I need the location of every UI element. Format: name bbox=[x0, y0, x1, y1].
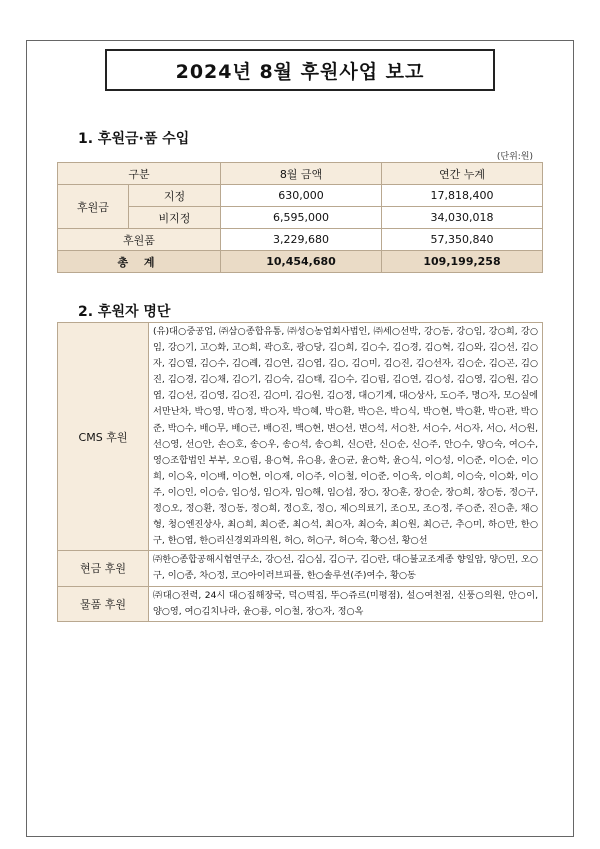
header-category: 구분 bbox=[58, 163, 221, 185]
cms-label: CMS 후원 bbox=[58, 323, 149, 551]
income-row-goods bbox=[58, 229, 543, 251]
total-year-value: 109,199,258 bbox=[382, 251, 543, 273]
goods-label: 물품 후원 bbox=[58, 586, 149, 621]
donor-table bbox=[57, 322, 543, 622]
donor-row-cms bbox=[58, 323, 543, 551]
goods-year-value: 57,350,840 bbox=[382, 229, 543, 251]
section-income-heading: 1. 후원금·품 수입 bbox=[78, 131, 190, 147]
designated-month-value: 630,000 bbox=[221, 185, 382, 207]
goods-donor-names: ㈜대○전력, 24시 대○집해장국, 덕○떡집, 뚜○쥬르(미평점), 설○여천점, 신풍○의원, 안○이, 양○영, 여○김치나라, 윤○룡, 이○철, 장○자, 정○옥 bbox=[149, 586, 543, 621]
report-title: 2024년 8월 후원사업 보고 bbox=[105, 49, 495, 91]
row-label-total: 총 계 bbox=[58, 251, 221, 273]
cash-donor-names: ㈜한○종합공해시험연구소, 강○선, 김○심, 김○구, 김○란, 대○불교조계종 향일암, 양○민, 오○구, 이○종, 차○정, 코○아이러브피플, 한○솔루션(주)여수, 황○동 bbox=[149, 551, 543, 586]
income-table bbox=[57, 162, 543, 273]
cash-label: 현금 후원 bbox=[58, 551, 149, 586]
income-row-undesignated bbox=[58, 207, 543, 229]
undesignated-month-value: 6,595,000 bbox=[221, 207, 382, 229]
row-label-goods: 후원품 bbox=[58, 229, 221, 251]
cms-donor-names: (유)대○중공업, ㈜삼○종합유통, ㈜성○농업회사법인, ㈜세○선박, 강○동, 강○임, 강○희, 강○임, 강○기, 고○화, 고○희, 곽○호, 광○당, 김○희, 김○수, 김○경, 김○혁, 김○와, 김○선, 김○자, 김○열, 김○수, 김○례, 김○연, 김○엽, 김○, 김○미, 김○진, 김○선자, 김○순, 김○곤, 김○진, 김○경, 김○채, 김○기, 김○숙, 김○태, 김○수, 김○림, 김○연, 김○성, 김○영, 김○원, 김○엽, 김○선, 김○영, 김○진, 김○미, 김○원, 김○정, 대○기계, 대○상사, 도○주, 명○자, 모○실에서만난차, 박○영, 박○정, 박○자, 박○혜, 박○환, 박○은, 박○식, 박○현, 박○환, 박○관, 박○준, 박○수, 배○무, 배○근, 배○진, 백○현, 변○선, 변○석, 서○찬, 서○수, 서○자, 서○, 서○원, 선○영, 선○안, 손○호, 송○우, 송○석, 송○희, 신○란, 신○순, 신○주, 안○수, 양○숙, 여○수, 영○조합법인 부부, 오○림, 용○혁, 유○용, 윤○균, 윤○학, 윤○식, 이○성, 이○준, 이○순, 이○희, 이○옥, 이○배, 이○현, 이○재, 이○주, 이○철, 이○준, 이○욱, 이○희, 이○숙, 이○화, 이○주, 이○인, 이○승, 임○성, 임○자, 임○해, 임○섭, 장○, 장○훈, 장○순, 장○희, 장○동, 정○구, 정○오, 정○환, 정○동, 정○희, 정○호, 정○, 제○의료기, 조○모, 조○정, 주○준, 진○춘, 채○형, 청○엔진상사, 최○희, 최○준, 최○석, 최○자, 최○숙, 최○원, 최○근, 추○미, 하○만, 한○구, 한○엽, 한○리신경외과의원, 허○, 허○구, 허○숙, 황○선, 황○선 bbox=[149, 323, 543, 551]
group-label-donation: 후원금 bbox=[58, 185, 129, 229]
income-row-designated bbox=[58, 185, 543, 207]
total-month-value: 10,454,680 bbox=[221, 251, 382, 273]
header-year: 연간 누계 bbox=[382, 163, 543, 185]
designated-year-value: 17,818,400 bbox=[382, 185, 543, 207]
row-label-designated: 지정 bbox=[129, 185, 221, 207]
income-row-total bbox=[58, 251, 543, 273]
income-header-row bbox=[58, 163, 543, 185]
row-label-undesignated: 비지정 bbox=[129, 207, 221, 229]
undesignated-year-value: 34,030,018 bbox=[382, 207, 543, 229]
section-donors-heading: 2. 후원자 명단 bbox=[78, 304, 171, 320]
unit-note: (단위:원) bbox=[496, 152, 533, 162]
goods-month-value: 3,229,680 bbox=[221, 229, 382, 251]
donor-row-goods bbox=[58, 586, 543, 621]
header-month: 8월 금액 bbox=[221, 163, 382, 185]
donor-row-cash bbox=[58, 551, 543, 586]
